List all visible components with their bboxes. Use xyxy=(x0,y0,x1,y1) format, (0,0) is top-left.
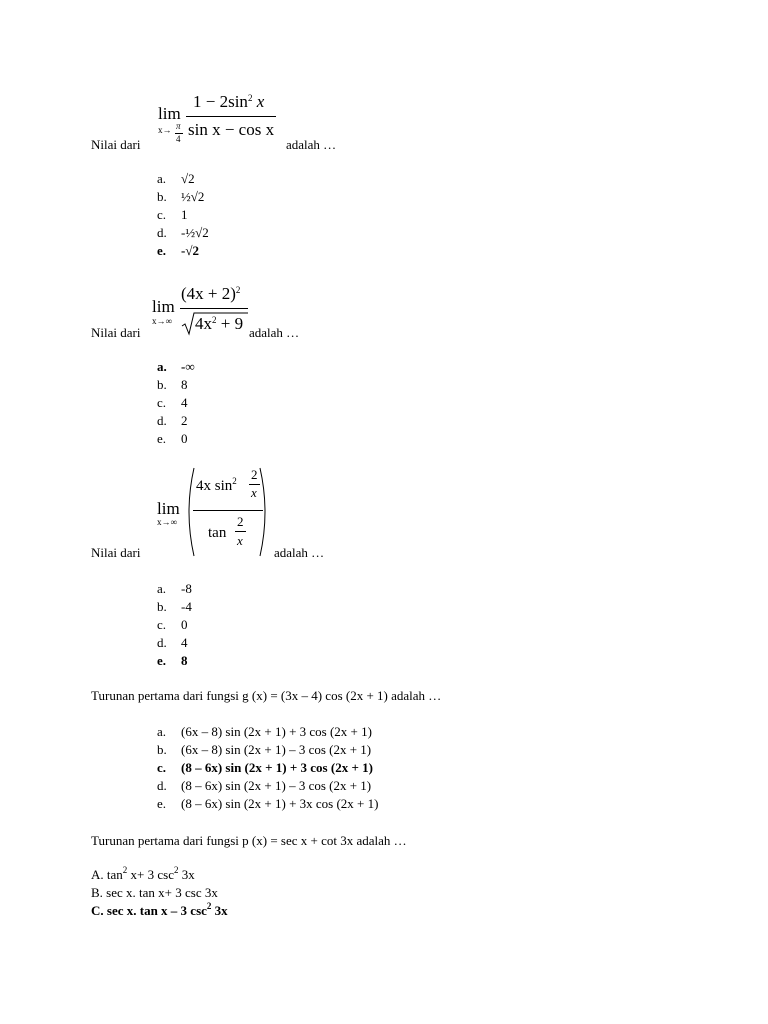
option-letter: b. xyxy=(157,742,167,757)
q5-opt-a-exp1: 2 xyxy=(122,865,128,875)
q3-num-frac-bot: x xyxy=(251,485,257,500)
option-letter: e. xyxy=(157,431,167,446)
option-text: (8 – 6x) sin (2x + 1) + 3 cos (2x + 1) xyxy=(181,760,373,775)
option-text: 8 xyxy=(181,377,188,392)
q1-lim-sub-den: 4 xyxy=(176,134,181,144)
q1-numerator-exponent: 2 xyxy=(247,93,253,103)
q3-numerator xyxy=(196,478,237,495)
q2-denominator xyxy=(195,314,243,334)
q4-option-a xyxy=(157,723,372,741)
q2-lim-sub: x→∞ xyxy=(152,316,172,326)
q2-numerator xyxy=(181,284,240,304)
q5-opt-c-tail: 3x xyxy=(211,903,228,918)
q3-den-frac-bot: x xyxy=(237,533,243,548)
option-letter: c. xyxy=(157,760,167,775)
option-text: (6x – 8) sin (2x + 1) + 3 cos (2x + 1) xyxy=(181,724,372,739)
q5-option-a xyxy=(91,867,195,882)
q2-option-d xyxy=(157,412,188,430)
q3-num-main: 4x sin xyxy=(196,478,233,494)
q3-num-frac-top: 2 xyxy=(251,467,258,482)
option-text: (8 – 6x) sin (2x + 1) + 3x cos (2x + 1) xyxy=(181,796,379,811)
option-letter: b. xyxy=(157,189,167,204)
option-letter: a. xyxy=(157,724,167,739)
q3-den-main: tan xyxy=(208,525,227,541)
option-text: -4 xyxy=(181,599,192,614)
q3-suffix: adalah … xyxy=(274,545,325,560)
q1-lim-sub-x: x→ xyxy=(158,125,172,135)
q5-opt-a-tail: 3x xyxy=(178,867,195,882)
option-letter: e. xyxy=(157,653,167,668)
q3-option-d xyxy=(157,634,188,652)
q1-numerator-tail: x xyxy=(252,92,265,111)
option-text: -½√2 xyxy=(181,225,209,240)
q5-opt-a-exp2: 2 xyxy=(173,865,179,875)
option-letter: a. xyxy=(157,359,167,374)
option-text: 2 xyxy=(181,413,188,428)
option-text: -√2 xyxy=(181,243,199,258)
q3-fraction-bar xyxy=(193,510,263,511)
q4-option-e xyxy=(157,795,378,813)
q1-fraction-bar xyxy=(186,116,276,117)
q1-lim-subscript xyxy=(158,125,172,135)
option-letter: a. xyxy=(157,171,167,186)
option-letter: c. xyxy=(157,207,167,222)
q1-option-b xyxy=(157,188,204,206)
option-text: 4 xyxy=(181,635,188,650)
q3-lim-sub: x→∞ xyxy=(157,517,177,527)
q4-option-b xyxy=(157,741,371,759)
option-letter: d. xyxy=(157,778,167,793)
option-text: 0 xyxy=(181,431,188,446)
q3-option-e xyxy=(157,652,188,670)
option-text: 4 xyxy=(181,395,188,410)
q4-option-d xyxy=(157,777,371,795)
q2-den-tail: + 9 xyxy=(216,314,244,333)
option-letter: b. xyxy=(157,377,167,392)
q2-option-c xyxy=(157,394,188,412)
option-letter: d. xyxy=(157,225,167,240)
q5-option-c xyxy=(91,903,228,918)
option-letter: a. xyxy=(157,581,167,596)
option-letter: e. xyxy=(157,796,167,811)
q5-opt-c-pre: C. sec x. tan x – 3 csc xyxy=(91,903,207,918)
q1-option-a xyxy=(157,170,195,188)
option-text: 0 xyxy=(181,617,188,632)
option-letter: d. xyxy=(157,413,167,428)
q3-option-b xyxy=(157,598,192,616)
q1-numerator-main: 1 − 2sin xyxy=(193,92,248,111)
q1-option-d xyxy=(157,224,209,242)
q5-opt-a-mid: x+ 3 csc xyxy=(127,867,174,882)
option-text: ½√2 xyxy=(181,189,205,204)
q3-lim: lim xyxy=(157,499,180,518)
option-text: -∞ xyxy=(181,359,195,374)
q2-option-e xyxy=(157,430,188,448)
q5-opt-a-pre: A. tan xyxy=(91,867,123,882)
q1-prefix: Nilai dari xyxy=(91,137,141,152)
q3-option-a xyxy=(157,580,192,598)
q2-prefix: Nilai dari xyxy=(91,325,141,340)
option-text: (6x – 8) sin (2x + 1) – 3 cos (2x + 1) xyxy=(181,742,372,757)
q3-left-paren xyxy=(182,466,196,558)
option-letter: d. xyxy=(157,635,167,650)
q1-option-c xyxy=(157,206,188,224)
q3-num-exponent: 2 xyxy=(232,476,237,486)
option-letter: b. xyxy=(157,599,167,614)
q5-opt-c-exp: 2 xyxy=(206,901,212,911)
q4-option-c xyxy=(157,759,373,777)
q3-right-paren xyxy=(258,466,272,558)
q2-den-radicand: 4x xyxy=(195,314,212,333)
option-text: 1 xyxy=(181,207,188,222)
q1-lim: lim xyxy=(158,104,181,123)
q5-question: Turunan pertama dari fungsi p (x) = sec x + cot 3x adalah … xyxy=(91,833,407,848)
q3-den-frac-top: 2 xyxy=(237,514,244,529)
q3-den-frac-bar xyxy=(235,531,246,532)
q2-lim: lim xyxy=(152,297,175,316)
q2-fraction-bar xyxy=(180,308,248,309)
q3-prefix: Nilai dari xyxy=(91,545,141,560)
option-letter: e. xyxy=(157,243,167,258)
q4-question: Turunan pertama dari fungsi g (x) = (3x – 4) cos (2x + 1) adalah … xyxy=(91,688,442,703)
option-text: (8 – 6x) sin (2x + 1) – 3 cos (2x + 1) xyxy=(181,778,372,793)
q2-numerator-main: (4x + 2) xyxy=(181,284,236,303)
option-text: √2 xyxy=(181,171,195,186)
option-text: 8 xyxy=(181,653,188,668)
q1-suffix: adalah … xyxy=(286,137,337,152)
q2-numerator-exponent: 2 xyxy=(235,285,241,295)
option-letter: c. xyxy=(157,617,167,632)
q2-option-b xyxy=(157,376,188,394)
q2-suffix: adalah … xyxy=(249,325,300,340)
q5-option-b: B. sec x. tan x+ 3 csc 3x xyxy=(91,885,218,900)
q2-option-a xyxy=(157,358,195,376)
q1-numerator xyxy=(193,92,264,112)
q1-denominator: sin x − cos x xyxy=(188,120,275,139)
q2-den-exponent: 2 xyxy=(212,315,217,325)
q1-option-e xyxy=(157,242,199,260)
q3-option-c xyxy=(157,616,188,634)
option-letter: c. xyxy=(157,395,167,410)
option-text: -8 xyxy=(181,581,192,596)
q1-lim-sub-num: π xyxy=(176,121,181,131)
